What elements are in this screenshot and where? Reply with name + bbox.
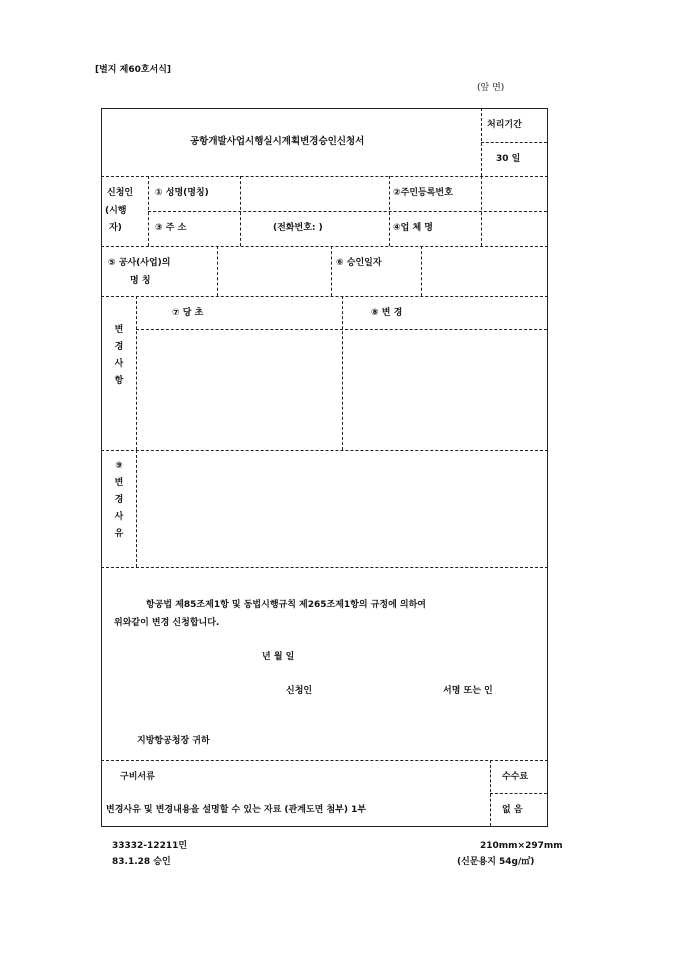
applicant-group-label: 신청인 <box>107 188 134 198</box>
required-documents-label: 구비서류 <box>120 772 155 782</box>
declaration-line-2: 위와같이 변경 신청합니다. <box>114 618 220 628</box>
phone-label: (전화번호: ) <box>273 223 323 233</box>
paper-type: (신문용지 54g/㎡) <box>457 857 535 867</box>
applicant-signature-label: 신청인 <box>286 686 313 696</box>
processing-days: 30 일 <box>496 154 521 164</box>
form-code: 33332-12211민 <box>112 841 188 851</box>
form-title: 공항개발사업시행실시계획변경승인신청서 <box>190 136 365 147</box>
form-id: [별지 제60호서식] <box>95 65 172 75</box>
processing-period-label: 처리기간 <box>487 120 522 130</box>
approval-note: 83.1.28 승인 <box>112 857 171 867</box>
changes-side-label: 변 경 사 항 <box>114 325 124 386</box>
form-side-label: (앞 면) <box>477 83 505 93</box>
required-document-item: 변경사유 및 변경내용을 설명할 수 있는 자료 (관계도면 첨부) 1부 <box>106 805 367 815</box>
applicant-group-label-2: (시행 <box>105 206 127 216</box>
approval-date-label: ⑥ 승인일자 <box>336 258 382 268</box>
address-label: ③ 주 소 <box>155 223 187 233</box>
project-name-label: ⑤ 공사(사업)의 <box>108 258 171 268</box>
applicant-group-label-3: 자) <box>109 223 122 233</box>
project-name-label-2: 명 칭 <box>130 276 151 286</box>
paper-size: 210mm×297mm <box>480 841 563 851</box>
business-name-label: ④업 체 명 <box>393 223 433 233</box>
fee-value: 없 음 <box>502 805 523 815</box>
declaration-line-1: 항공법 제85조제1항 및 동법시행규칙 제265조제1항의 규정에 의하여 <box>146 600 426 610</box>
addressee: 지방항공청장 귀하 <box>137 736 210 746</box>
declaration-date: 년 월 일 <box>262 652 295 662</box>
signature-or-seal-label: 서명 또는 인 <box>443 686 493 696</box>
changed-label: ⑧ 변 경 <box>371 308 403 318</box>
fee-label: 수수료 <box>502 772 529 782</box>
resident-number-label: ②주민등록번호 <box>393 188 453 198</box>
original-label: ⑦ 당 초 <box>172 308 204 318</box>
name-label: ① 성명(명칭) <box>155 188 209 198</box>
reason-side-label: ⑨ 변 경 사 유 <box>114 461 124 539</box>
